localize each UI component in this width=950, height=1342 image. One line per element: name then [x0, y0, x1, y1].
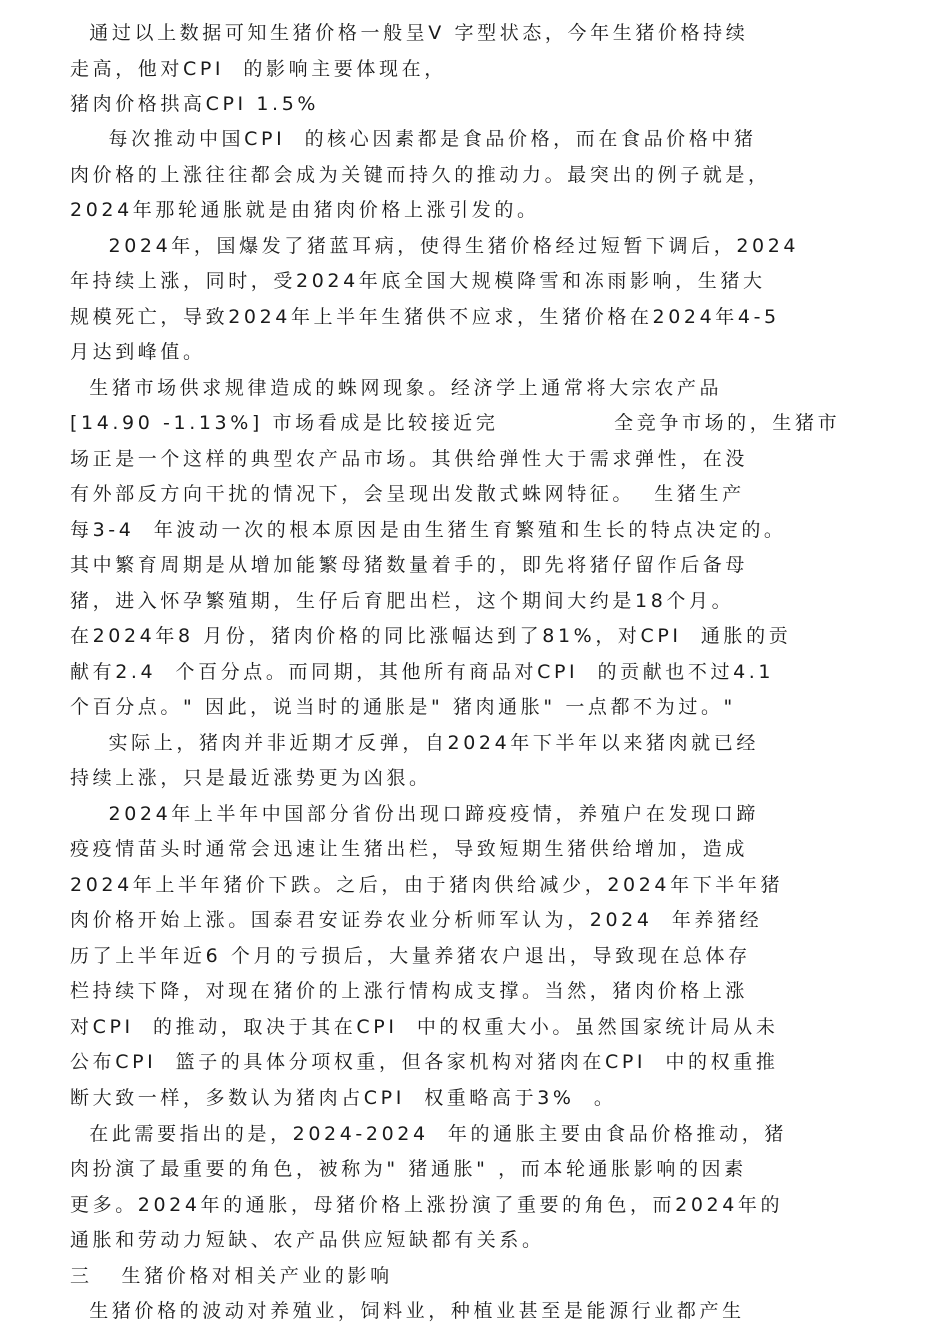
text-line: 通胀和劳动力短缺、农产品供应短缺都有关系。: [70, 1229, 545, 1251]
text-line: 献有2.4 个百分点。而同期，其他所有商品对CPI 的贡献也不过4.1: [70, 661, 775, 683]
text-line: 月达到峰值。: [70, 341, 206, 363]
section-heading: 三 生猪价格对相关产业的影响: [70, 1265, 393, 1287]
text-line: 对CPI 的推动，取决于其在CPI 中的权重大小。虽然国家统计局从未: [70, 1016, 779, 1038]
text-line: 在此需要指出的是，2024-2024 年的通胀主要由食品价格推动，猪: [70, 1123, 787, 1145]
text-line: 持续上涨，只是最近涨势更为凶狠。: [70, 767, 432, 789]
text-line: 生猪市场供求规律造成的蛛网现象。经济学上通常将大宗农产品: [70, 377, 723, 399]
text-line: 疫疫情苗头时通常会迅速让生猪出栏，导致短期生猪供给增加，造成: [70, 838, 749, 860]
text-line: [14.90 -1.13%] 市场看成是比较接近完 全竞争市场的，生猪市: [70, 412, 841, 434]
text-line: 2024年上半年猪价下跌。之后，由于猪肉供给减少，2024年下半年猪: [70, 874, 784, 896]
text-line: 公布CPI 篮子的具体分项权重，但各家机构对猪肉在CPI 中的权重推: [70, 1051, 779, 1073]
text-line: 断大致一样，多数认为猪肉占CPI 权重略高于3% 。: [70, 1087, 617, 1109]
text-line: 肉价格开始上涨。国泰君安证券农业分析师军认为，2024 年养猪经: [70, 909, 763, 931]
text-line: 在2024年8 月份，猪肉价格的同比涨幅达到了81%，对CPI 通胀的贡: [70, 625, 792, 647]
text-line: 走高，他对CPI 的影响主要体现在，: [70, 58, 447, 80]
text-line: 每次推动中国CPI 的核心因素都是食品价格，而在食品价格中猪: [70, 128, 757, 150]
text-line: 其中繁育周期是从增加能繁母猪数量着手的，即先将猪仔留作后备母: [70, 554, 749, 576]
text-line: 2024年，国爆发了猪蓝耳病，使得生猪价格经过短暂下调后，2024: [70, 235, 800, 257]
text-line: 有外部反方向干扰的情况下，会呈现出发散式蛛网特征。 生猪生产: [70, 483, 745, 505]
text-line: 历了上半年近6 个月的亏损后，大量养猪农户退出，导致现在总体存: [70, 945, 751, 967]
text-line: 规模死亡，导致2024年上半年生猪供不应求，生猪价格在2024年4-5: [70, 306, 780, 328]
text-line: 2024年上半年中国部分省份出现口蹄疫疫情，养殖户在发现口蹄: [70, 803, 759, 825]
text-line: 实际上，猪肉并非近期才反弹，自2024年下半年以来猪肉就已经: [70, 732, 759, 754]
text-line: 更多。2024年的通胀，母猪价格上涨扮演了重要的角色，而2024年的: [70, 1194, 784, 1216]
text-line: 通过以上数据可知生猪价格一般呈V 字型状态，今年生猪价格持续: [70, 22, 749, 44]
text-line: 肉价格的上涨往往都会成为关键而持久的推动力。最突出的例子就是，: [70, 164, 771, 186]
text-line: 年持续上涨，同时，受2024年底全国大规模降雪和冻雨影响，生猪大: [70, 270, 766, 292]
text-line: 个百分点。" 因此，说当时的通胀是" 猪肉通胀" 一点都不为过。": [70, 696, 736, 718]
text-line: 每3-4 年波动一次的根本原因是由生猪生育繁殖和生长的特点决定的。: [70, 519, 787, 541]
text-line: 肉扮演了最重要的角色，被称为" 猪通胀" ，而本轮通胀影响的因素: [70, 1158, 747, 1180]
text-line: 生猪价格的波动对养殖业，饲料业，种植业甚至是能源行业都产生: [70, 1300, 745, 1322]
text-line: 2024年那轮通胀就是由猪肉价格上涨引发的。: [70, 199, 540, 221]
text-line: 栏持续下降，对现在猪价的上涨行情构成支撑。当然，猪肉价格上涨: [70, 980, 749, 1002]
text-line: 猪，进入怀孕繁殖期，生仔后育肥出栏，这个期间大约是18个月。: [70, 590, 735, 612]
text-line: 猪肉价格拱高CPI 1.5%: [70, 93, 320, 115]
text-line: 场正是一个这样的典型农产品市场。其供给弹性大于需求弹性，在没: [70, 448, 749, 470]
